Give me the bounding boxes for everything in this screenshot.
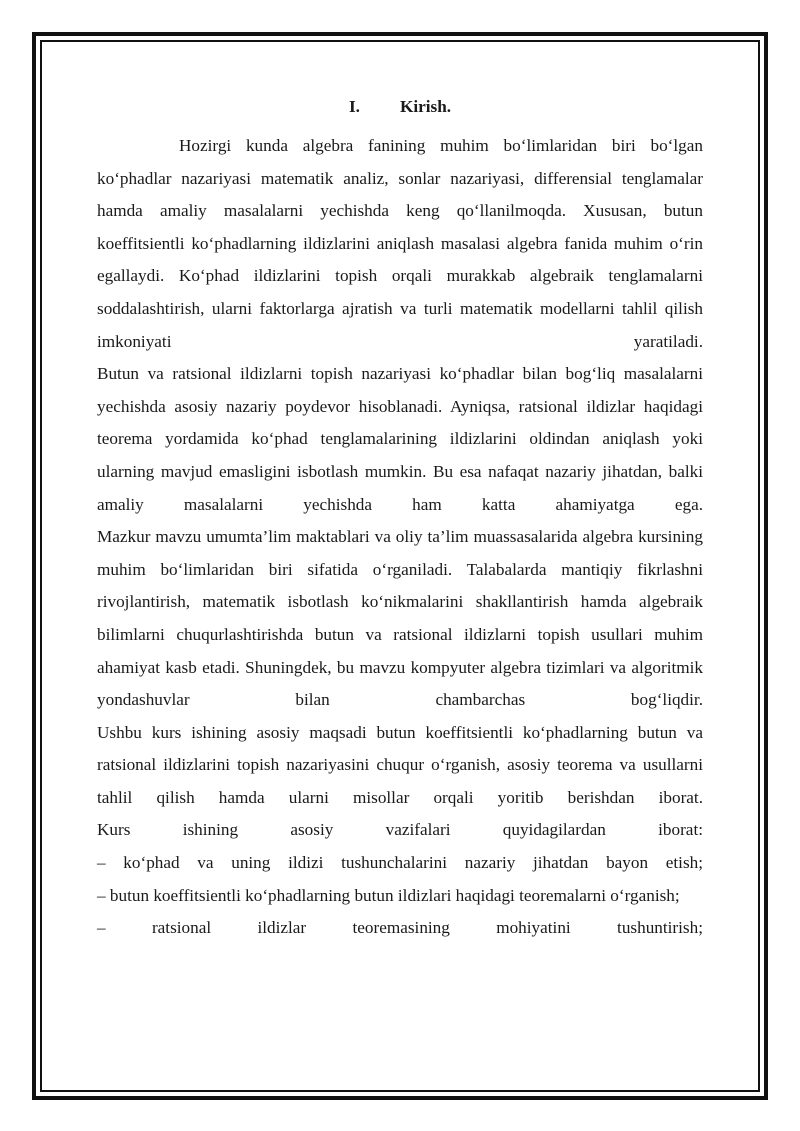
- paragraph-curriculum: Mazkur mavzu umumta’lim maktablari va oliy ta’lim muassasalarida algebra kursining muhim bo‘limlaridan biri sifatida o‘rganiladi. Talabalarda mantiqiy fikrlashni rivojlantirish, matematik isbotlash ko‘nikmalarini shakllantirish hamda algebraik bilimlarni chuqurlashtirishda butun va ratsional ildizlarni topish usullari muhim ahamiyat kasb etadi. Shuningdek, bu mavzu kompyuter algebra tizimlari va algoritmik yondashuvlar bilan chambarchas bog‘liqdir.: [97, 527, 703, 710]
- list-item-task: – ratsional ildizlar teoremasining mohiyatini tushuntirish;: [97, 918, 703, 938]
- section-number: I.: [348, 97, 360, 116]
- paragraph-tasks-intro: Kurs ishining asosiy vazifalari quyidagilardan iborat:: [97, 820, 703, 840]
- section-title: Kirish.: [399, 97, 452, 116]
- document-body: [97, 92, 703, 945]
- paragraph-roots-theory: Butun va ratsional ildizlarni topish nazariyasi ko‘phadlar bilan bog‘liq masalalarni yechishda asosiy nazariy poydevor hisoblanadi. Ayniqsa, ratsional ildizlar haqidagi teorema yordamida ko‘phad tenglamalarining ildizlarini oldindan aniqlash yoki ularning mavjud emasligini isbotlash mumkin. Bu esa nafaqat nazariy jihatdan, balki amaliy masalalarni yechishda ham katta ahamiyatga ega.: [97, 364, 703, 514]
- list-item-task: – butun koeffitsientli ko‘phadlarning butun ildizlari haqidagi teoremalarni o‘rganish;: [97, 885, 680, 905]
- paragraph-intro: Hozirgi kunda algebra fanining muhim bo‘limlaridan biri bo‘lgan ko‘phadlar nazariyasi matematik analiz, sonlar nazariyasi, differensial tenglamalar hamda amaliy masalalarni yechishda keng qo‘llanilmoqda. Xususan, butun koeffitsientli ko‘phadlarning ildizlarini aniqlash masalasi algebra fanida muhim o‘rin egallaydi. Ko‘phad ildizlarini topish orqali murakkab algebraik tenglamalarni soddalashtirish, ularni faktorlarga ajratish va turli matematik modellarni tahlil qilish imkoniyati yaratiladi.: [97, 136, 703, 351]
- paragraph-goal: Ushbu kurs ishining asosiy maqsadi butun koeffitsientli ko‘phadlarning butun va ratsional ildizlarini topish nazariyasini chuqur o‘rganish, asosiy teorema va usullarni tahlil qilish hamda ularni misollar orqali yoritib berishdan iborat.: [97, 722, 703, 807]
- section-heading: [97, 92, 703, 122]
- list-item-task: – ko‘phad va uning ildizi tushunchalarini nazariy jihatdan bayon etish;: [97, 853, 703, 873]
